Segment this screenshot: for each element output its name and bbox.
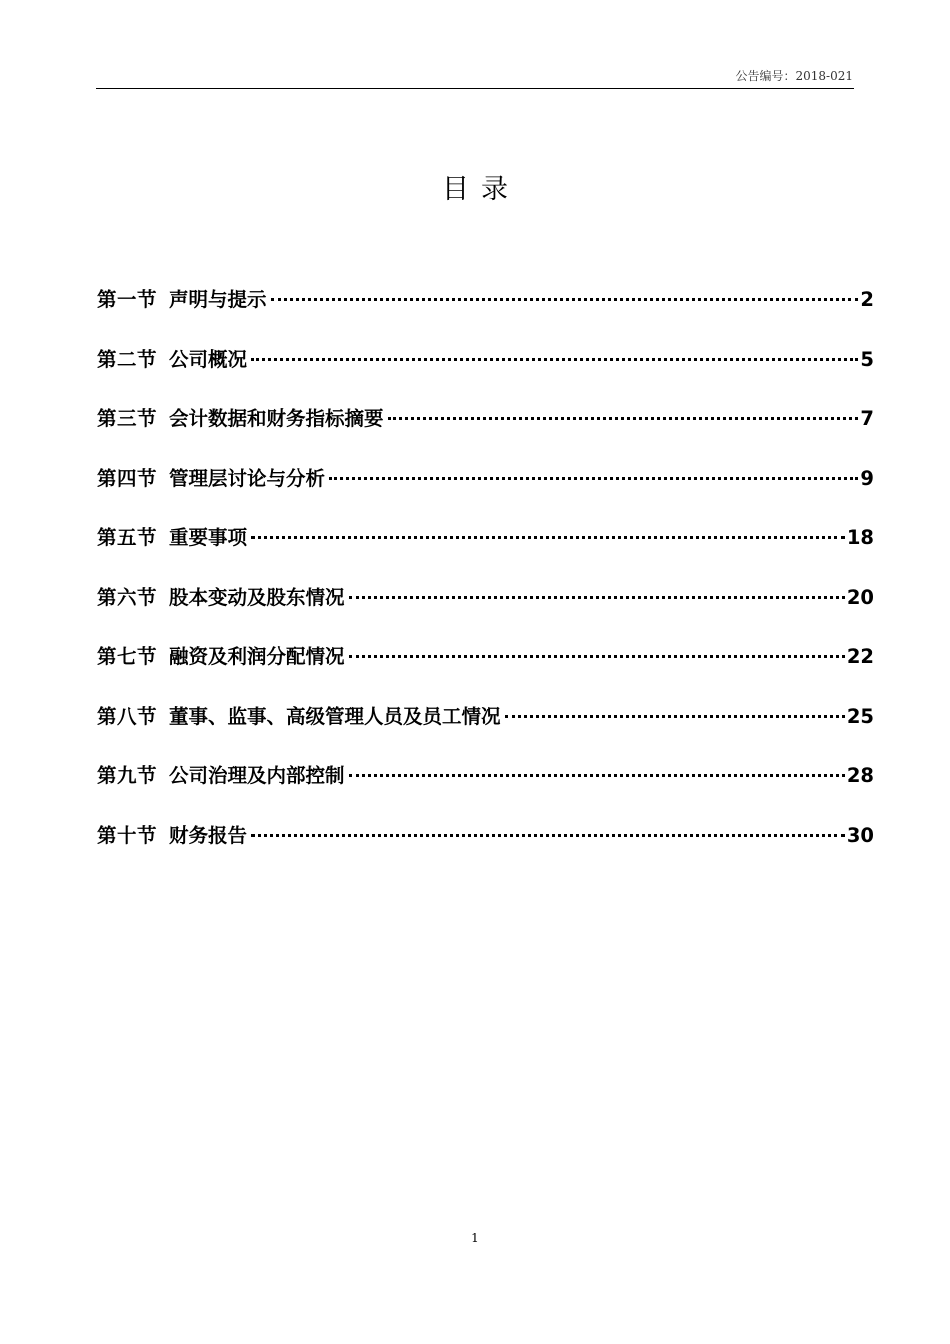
- toc-heading: 重要事项: [169, 526, 248, 549]
- toc-heading: 财务报告: [169, 823, 248, 847]
- toc-entry[interactable]: [97, 582, 874, 642]
- toc-entry[interactable]: [97, 522, 874, 582]
- toc-section-number: 第九节: [97, 764, 158, 787]
- toc-heading: 声明与提示: [169, 288, 267, 311]
- toc-dot-leader: [349, 774, 845, 777]
- toc-dot-leader: [251, 536, 845, 539]
- toc-heading: 股本变动及股东情况: [169, 585, 345, 609]
- toc-page-number: 25: [846, 704, 874, 728]
- toc-dot-leader: [251, 834, 845, 837]
- toc-page-number: 5: [860, 347, 874, 371]
- toc-page-number: 7: [860, 407, 874, 430]
- announcement-number: 公告编号：2018-021: [735, 69, 853, 83]
- toc-entry[interactable]: [97, 641, 874, 701]
- toc-page-number: 20: [846, 585, 874, 609]
- table-of-contents: [97, 284, 874, 879]
- page-title: 目录: [442, 174, 520, 205]
- toc-section-number: 第二节: [97, 347, 158, 371]
- toc-section-number: 第八节: [97, 704, 158, 728]
- toc-dot-leader: [505, 715, 845, 718]
- toc-section-number: 第十节: [97, 823, 158, 847]
- page-number: 1: [471, 1231, 479, 1245]
- toc-heading: 融资及利润分配情况: [169, 645, 345, 668]
- toc-entry[interactable]: [97, 463, 874, 523]
- toc-section-number: 第一节: [97, 288, 158, 311]
- toc-heading: 管理层讨论与分析: [169, 466, 326, 490]
- toc-dot-leader: [349, 596, 845, 599]
- toc-entry[interactable]: [97, 701, 874, 761]
- toc-heading: 公司治理及内部控制: [169, 764, 345, 787]
- toc-section-number: 第七节: [97, 645, 158, 668]
- toc-page-number: 9: [860, 466, 874, 490]
- toc-heading: 董事、监事、高级管理人员及员工情况: [169, 704, 501, 728]
- toc-dot-leader: [251, 358, 858, 361]
- toc-heading: 会计数据和财务指标摘要: [169, 407, 384, 430]
- toc-section-number: 第三节: [97, 407, 158, 430]
- toc-page-number: 28: [846, 764, 874, 787]
- toc-dot-leader: [271, 298, 859, 301]
- toc-entry[interactable]: [97, 820, 874, 880]
- toc-dot-leader: [388, 417, 859, 420]
- toc-section-number: 第四节: [97, 466, 158, 490]
- toc-dot-leader: [349, 655, 845, 658]
- toc-section-number: 第六节: [97, 585, 158, 609]
- toc-dot-leader: [329, 477, 858, 480]
- toc-entry[interactable]: [97, 344, 874, 404]
- toc-heading: 公司概况: [169, 347, 248, 371]
- header-divider: [96, 88, 854, 89]
- toc-section-number: 第五节: [97, 526, 158, 549]
- toc-entry[interactable]: [97, 284, 874, 344]
- toc-page-number: 22: [846, 645, 874, 668]
- toc-page-number: 18: [846, 526, 874, 549]
- toc-page-number: 30: [846, 823, 874, 847]
- toc-entry[interactable]: [97, 403, 874, 463]
- toc-page-number: 2: [860, 288, 874, 311]
- toc-entry[interactable]: [97, 760, 874, 820]
